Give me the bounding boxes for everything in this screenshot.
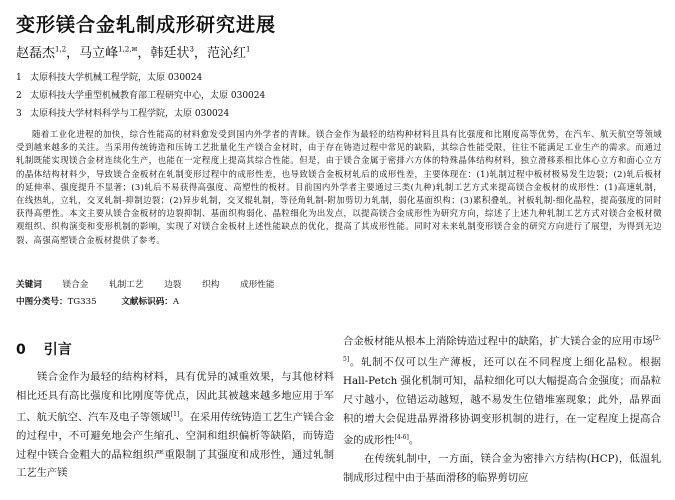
section-heading bbox=[16, 339, 72, 359]
section-number: 0 bbox=[16, 342, 26, 358]
author-affil-mark: 3 bbox=[189, 45, 194, 54]
affiliation: 3 太原科技大学材料科学与工程学院，太原 030024 bbox=[16, 109, 230, 119]
citation: [1] bbox=[170, 410, 180, 418]
affiliation: 1 太原科技大学机械工程学院，太原 030024 bbox=[16, 73, 203, 83]
keyword: 织构 bbox=[202, 280, 220, 290]
body-text: 。在采用传统铸造工艺生产镁合金的过程中，不可避免地会产生缩孔、空洞和组织偏析等缺陷，而铸造过程中镁合金粗大的晶粒组织严重限制了其强度和成形性，通过轧制工艺生产镁 bbox=[16, 411, 334, 480]
author-affil-mark: 1,2 bbox=[55, 45, 67, 54]
body-text: 合金板材能从根本上消除铸造过程中的缺陷，扩大镁合金的应用市场 bbox=[343, 335, 653, 348]
author-list: 赵磊杰$^{1,2}$，马立峰$^{1,2,✉}$，韩廷状$^3$，范沁红$^1$ bbox=[16, 45, 251, 61]
right-column: 合金板材能从根本上消除铸造过程中的缺陷，扩大镁合金的应用市场[2-5]。轧制不仅可以生产薄板，还可以在不同程度上细化晶粒。根据 Hall-Petch 强化机制可知，晶粒细化可以大幅提高合金强度；而晶粒尺寸越小，位错运动越短，越不易发生位错堆塞现象；此外，晶界面积的增大会促进晶界滑移协调变形机制的进行，在一定程度上提高合金的成形性[4-6]。 在传统轧制中，一方面，镁合金为密排六方结构(HCP)，低温轧制成形过程中由于基面滑移的临界剪切应 bbox=[343, 330, 661, 488]
keyword: 边裂 bbox=[164, 280, 182, 290]
body-text: 。轧制不仅可以生产薄板，还可以在不同程度上细化晶粒。根据 Hall-Petch 强化机制可知，晶粒细化可以大幅提高合金强度；而晶粒尺寸越小，位错运动越短，越不易发生位错堆塞现象；此外，晶界面积的增大会促进晶界滑移协调变形机制的进行，在一定程度上提高合金的成形性 bbox=[343, 356, 661, 447]
author-affil-mark: 1,2,✉ bbox=[118, 45, 138, 54]
classification bbox=[16, 295, 179, 307]
keyword: 成形性能 bbox=[240, 280, 275, 290]
citation: [4-6] bbox=[394, 433, 409, 441]
author-name: 韩廷状 bbox=[150, 46, 190, 61]
body-text: 镁合金作为最轻的结构材料，具有优异的减重效果，与其他材料相比还具有高比强度和比刚度等优点，因此其被越来越多地应用于军工、航天航空、汽车及电子等领域 bbox=[16, 371, 334, 424]
class-value: TG335 bbox=[67, 297, 97, 307]
abstract: 随着工业化进程的加快，综合性能高的材料愈发受到国内外学者的青睐。镁合金作为最轻的结构种材料且具有比强度和比刚度高等优势，在汽车、航天航空等领域受到越来越多的关注。当采用传统铸造和压铸工艺批量化生产镁合金材时，由于存在铸造过程中常见的缺陷，其综合性能受限，往往不能满足工业生产的需求。而通过轧制既能实现镁合金材连续化生产，也能在一定程度上提高其综合性能。但是，由于镁合金属于密排六方体的特殊晶体结构材料，独立滑移系相比体心立方和面心立方的晶体结构材料少，导致镁合金板材在轧制变形过程中的成形性差，也导致镁合金板材轧后的成形性差，主要体现在：(1)轧制过程中板材极易发生边裂；(2)轧后板材的延伸率、强度提升不显著；(3)轧后不易获得高强度、高塑性的板材。目前国内外学者主要通过三类(九种)轧制工艺方式来提高镁合金板材的成形性：(1)高速轧制，在线热轧，立轧，交叉轧制-抑制边裂；(2)异步轧制，交叉辊轧制，等径角轧制-附加剪切力轧制，弱化基面织构；(3)累积叠轧，衬板轧制-细化晶粒，提高强度的同时获得高塑性。本文主要从镁合金板材的边裂抑制、基面织构弱化、晶粒细化为出发点，以提高镁合金成形性为研究方向，综述了上述九种轧制工艺方式对镁合金板材微观组织、织构演变和变形机制的影响，实现了对镁合金板材上述性能缺点的优化，提高了其成形性能。同时对未来轧制变形镁合金的研究方向进行了展望，为得到无边裂、高强高塑镁合金板材提供了参考。 bbox=[16, 129, 662, 245]
keyword: 轧制工艺 bbox=[109, 280, 144, 290]
class-label: 中图分类号： bbox=[16, 297, 68, 307]
paper-title: 变形镁合金轧制成形研究进展 bbox=[16, 14, 277, 36]
keywords-label: 关键词 bbox=[16, 280, 42, 290]
keyword: 镁合金 bbox=[62, 280, 89, 290]
left-column bbox=[16, 368, 334, 483]
doc-code-value: A bbox=[172, 297, 180, 307]
doc-code-label: 文献标识码： bbox=[121, 297, 173, 307]
author-name: 马立峰 bbox=[79, 46, 119, 61]
citation: [2-5] bbox=[343, 335, 661, 364]
author-name: 范沁红 bbox=[206, 46, 246, 61]
section-title: 引言 bbox=[43, 342, 72, 358]
author-affil-mark: 1 bbox=[245, 45, 251, 54]
affiliation: 2 太原科技大学重型机械教育部工程研究中心，太原 030024 bbox=[16, 91, 266, 101]
body-paragraph: 在传统轧制中，一方面，镁合金为密排六方结构(HCP)，低温轧制成形过程中由于基面滑移的临界剪切应 bbox=[343, 453, 661, 484]
keywords bbox=[16, 278, 274, 290]
author-name: 赵磊杰 bbox=[16, 46, 56, 61]
